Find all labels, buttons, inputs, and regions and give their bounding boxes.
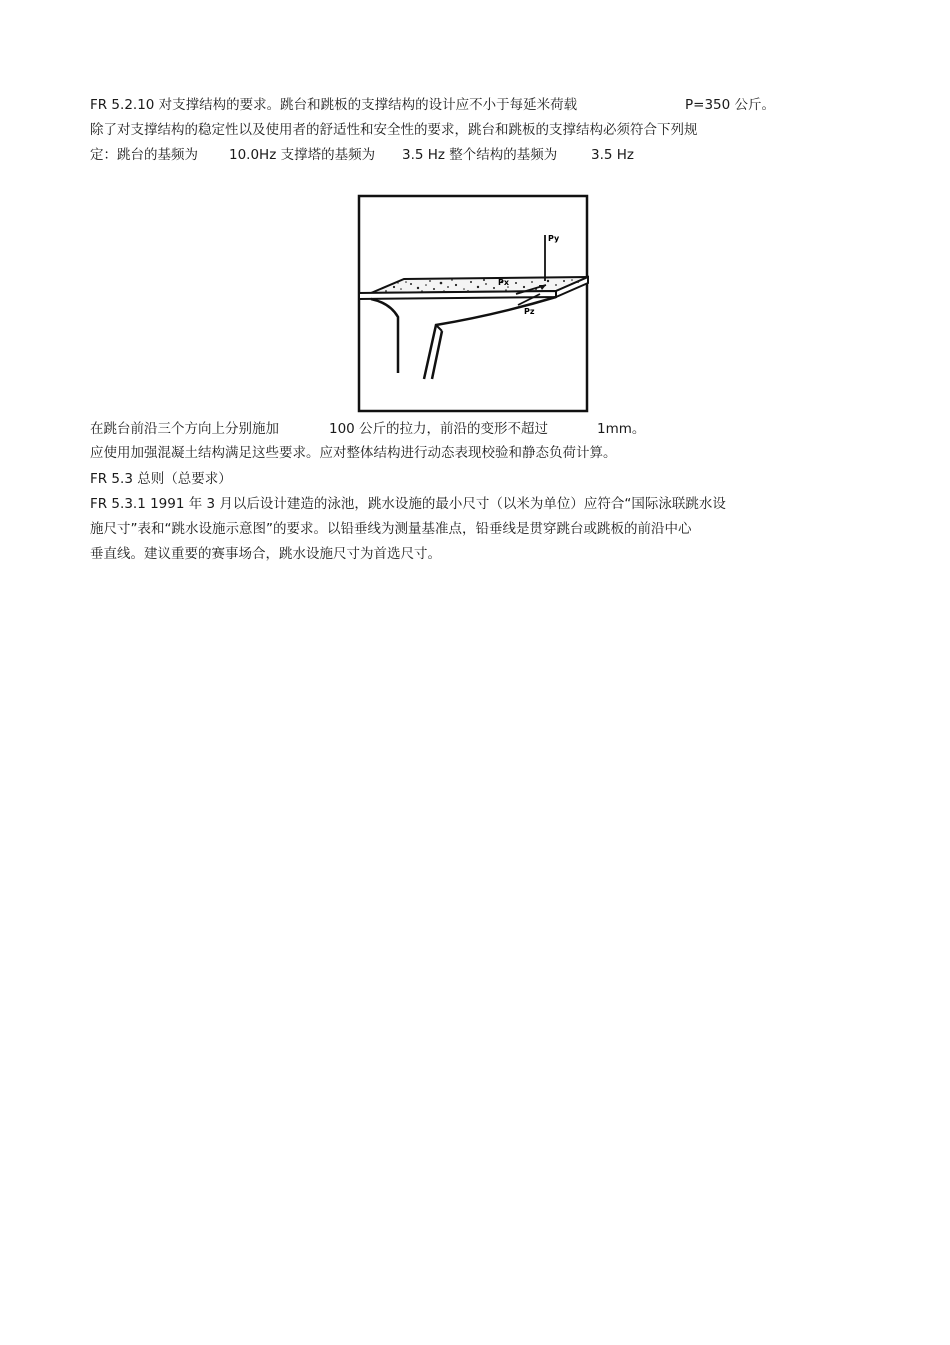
- pull-force-value: 100 公斤的拉力，前沿的变形不超过: [329, 421, 549, 437]
- structure-frequency-label: 3.5 Hz 整个结构的基频为: [402, 147, 558, 163]
- load-value: P=350 公斤。: [685, 97, 776, 113]
- deformation-limit: 1mm。: [597, 421, 646, 437]
- pull-force-text: 在跳台前沿三个方向上分别施加: [90, 421, 279, 437]
- concrete-requirement-text: 应使用加强混凝土结构满足这些要求。应对整体结构进行动态表现校验和静态负荷计算。: [90, 445, 617, 461]
- pz-label: Pz: [524, 307, 535, 316]
- px-label: Px: [498, 278, 510, 287]
- fr531-text-end: 垂直线。建议重要的赛事场合，跳水设施尺寸为首选尺寸。: [90, 546, 441, 562]
- section-heading: FR 5.3 总则（总要求）: [90, 471, 232, 487]
- tower-frequency-label: 10.0Hz 支撑塔的基频为: [229, 147, 376, 163]
- fr531-text-cont: 施尺寸”表和“跳水设施示意图”的要求。以铅垂线为测量基准点，铅垂线是贯穿跳台或跳板的前沿中心: [90, 521, 692, 537]
- structure-frequency-value: 3.5 Hz: [591, 147, 634, 163]
- fr5210-text: FR 5.2.10 对支撑结构的要求。跳台和跳板的支撑结构的设计应不小于每延米荷载: [90, 97, 578, 113]
- platform-frequency-label: 定：跳台的基频为: [90, 147, 198, 163]
- fr5210-line3: [90, 146, 634, 236]
- diving-platform-figure: [356, 193, 592, 415]
- fr5210-text-cont: 除了对支撑结构的稳定性以及使用者的舒适性和安全性的要求，跳台和跳板的支撑结构必须符合下列规: [90, 122, 698, 138]
- fr531-line3: [90, 545, 441, 581]
- fr531-text: FR 5.3.1 1991 年 3 月以后设计建造的泳池，跳水设施的最小尺寸（以米为单位）应符合“国际泳联跳水设: [90, 496, 726, 512]
- py-label: Py: [548, 234, 560, 243]
